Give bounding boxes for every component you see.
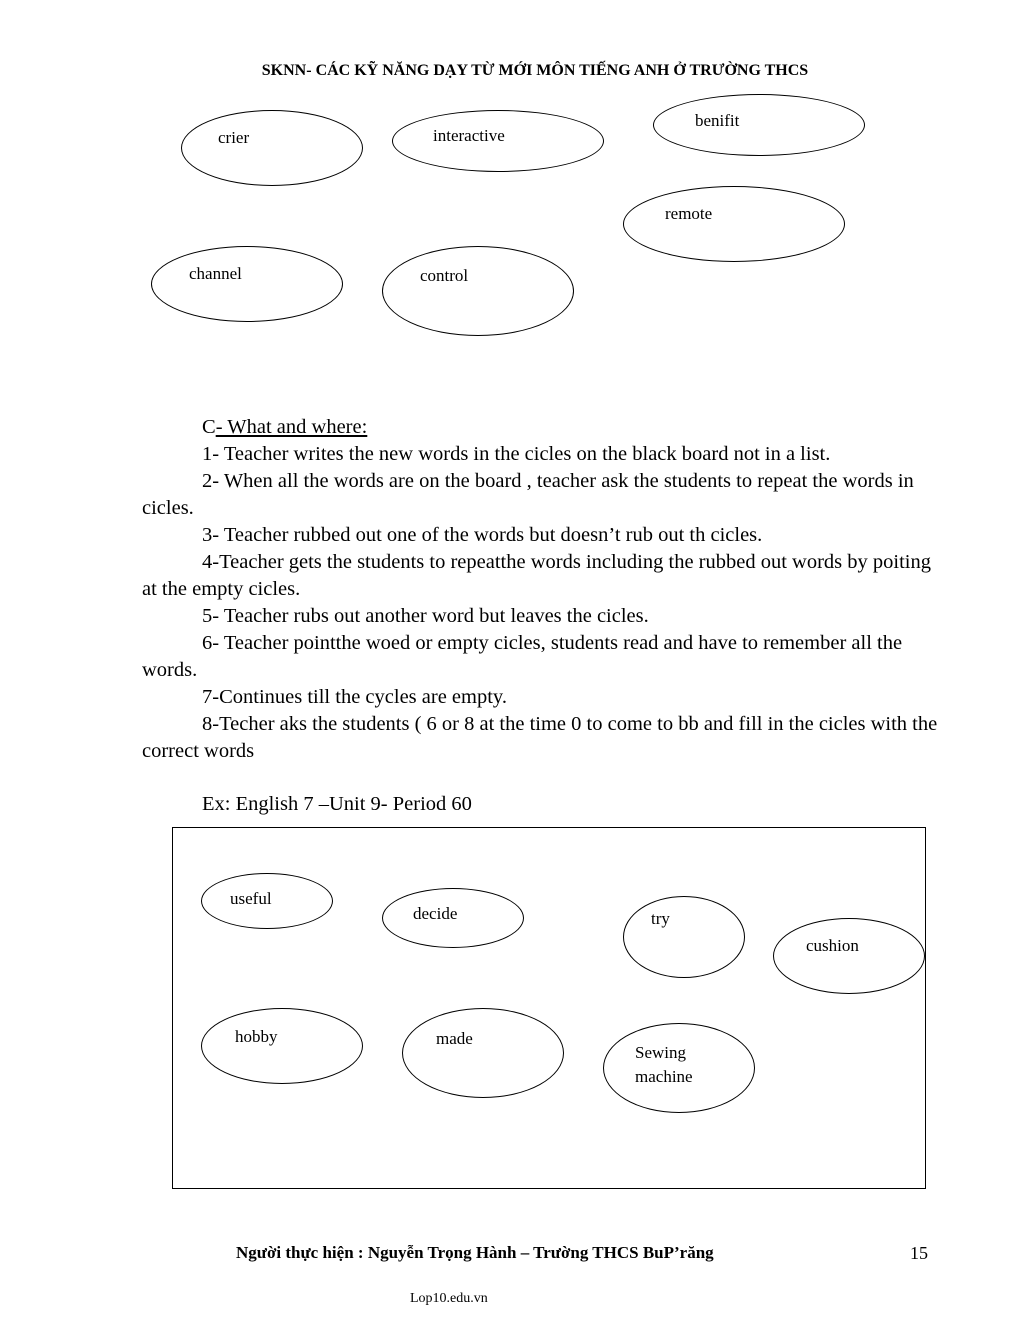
step-7: 7-Continues till the cycles are empty. xyxy=(202,686,507,708)
step-8: 8-Techer aks the students ( 6 or 8 at the time 0 to come to bb and fill in the cicles with the correct words xyxy=(142,713,938,762)
word-oval xyxy=(623,186,845,262)
step-3: 3- Teacher rubbed out one of the words but doesn’t rub out th cicles. xyxy=(202,524,763,546)
word-oval xyxy=(181,110,363,186)
site-watermark: Lop10.edu.vn xyxy=(410,1291,488,1306)
word-label: interactive xyxy=(433,126,505,145)
page-header: SKNN- CÁC KỸ NĂNG DẠY TỪ MỚI MÔN TIẾNG ANH Ở TRƯỜNG THCS xyxy=(261,62,809,79)
word-oval xyxy=(653,94,865,156)
step-5: 5- Teacher rubs out another word but leaves the cicles. xyxy=(202,605,649,627)
word-oval xyxy=(402,1008,564,1098)
word-label: benifit xyxy=(695,111,740,130)
step-6: 6- Teacher pointthe woed or empty cicles, students read and have to remember all the words. xyxy=(142,632,903,681)
footer-author: Người thực hiện : Nguyễn Trọng Hành – Trường THCS BuP’răng xyxy=(236,1243,714,1262)
word-label: cushion xyxy=(806,936,859,955)
word-oval xyxy=(151,246,343,322)
word-oval xyxy=(201,1008,363,1084)
example-label: Ex: English 7 –Unit 9- Period 60 xyxy=(202,793,472,815)
step-1: 1- Teacher writes the new words in the cicles on the black board not in a list. xyxy=(202,443,831,465)
section-prefix: C xyxy=(202,416,216,438)
word-label: remote xyxy=(665,204,713,223)
word-label: decide xyxy=(413,904,458,923)
section-heading: - What and where: xyxy=(215,416,368,438)
step-4: 4-Teacher gets the students to repeatthe words including the rubbed out words by poiting at the empty cicles. xyxy=(142,551,931,600)
word-label: Sewing machine xyxy=(635,1043,693,1086)
page-number: 15 xyxy=(910,1243,928,1263)
word-oval xyxy=(382,246,574,336)
word-label: hobby xyxy=(235,1027,278,1046)
word-oval xyxy=(623,896,745,978)
word-label: channel xyxy=(189,264,242,283)
section-title xyxy=(202,414,367,441)
word-label: useful xyxy=(230,889,272,908)
word-label: crier xyxy=(218,128,250,147)
word-label: made xyxy=(436,1029,473,1048)
word-label: control xyxy=(420,266,469,285)
word-label: try xyxy=(651,909,670,928)
step-2: 2- When all the words are on the board , teacher ask the students to repeat the words in cicles. xyxy=(142,470,914,519)
